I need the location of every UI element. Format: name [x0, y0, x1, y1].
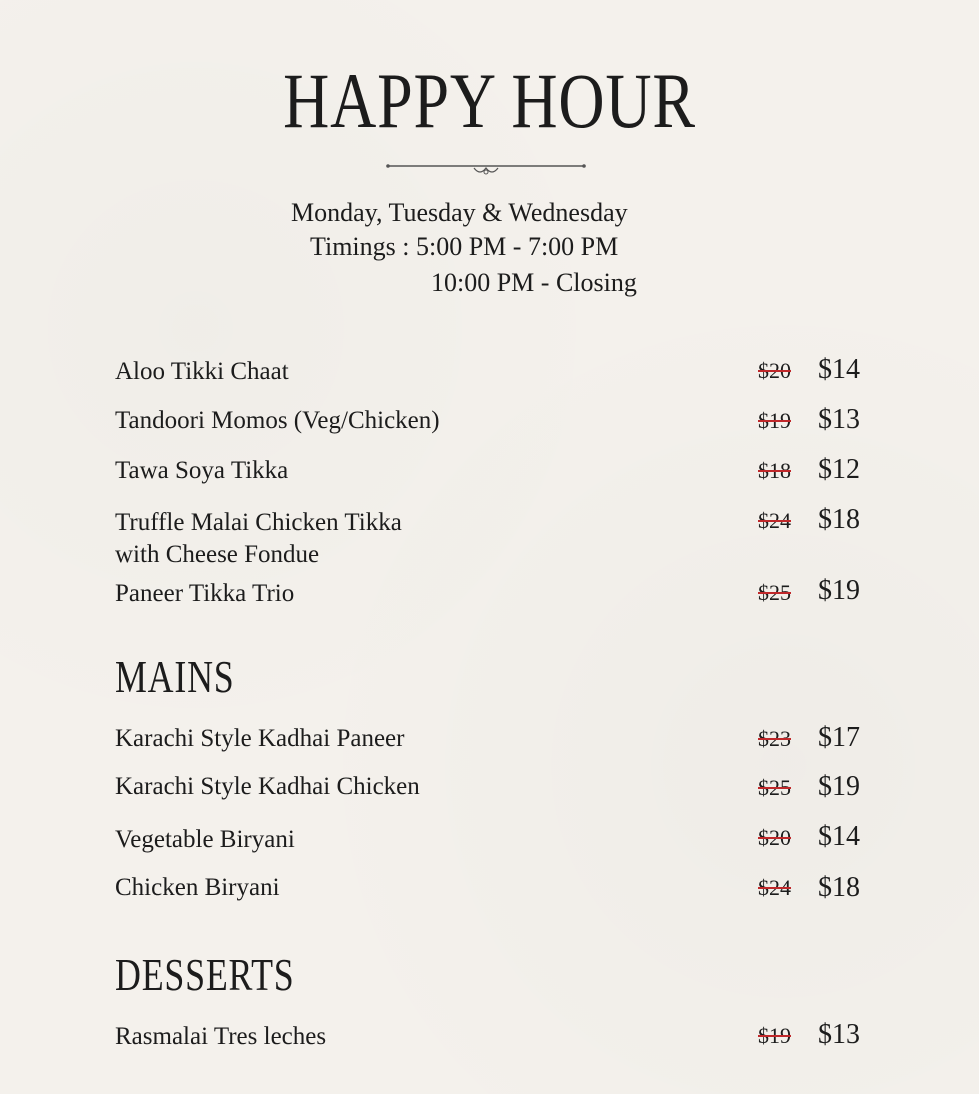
menu-item-old-price: $24: [758, 508, 791, 533]
menu-item-old-price: $19: [758, 408, 791, 433]
menu-item-name: Tawa Soya Tikka: [115, 457, 289, 484]
menu-item-name: Vegetable Biryani: [115, 826, 295, 853]
menu-item-new-price: $18: [818, 504, 860, 535]
menu-item-old-price: $20: [758, 825, 791, 850]
menu-item-name-line2: with Cheese Fondue: [115, 541, 320, 568]
page-title: HAPPY HOUR: [283, 57, 696, 144]
menu-item-name: Truffle Malai Chicken Tikka: [115, 509, 402, 536]
menu-item-name: Karachi Style Kadhai Paneer: [115, 725, 405, 752]
menu-item-old-price: $23: [758, 726, 791, 751]
menu-item-name: Tandoori Momos (Veg/Chicken): [115, 407, 440, 434]
menu-item-old-price: $20: [758, 358, 791, 383]
menu-item-old-price: $18: [758, 458, 791, 483]
menu-item-old-price: $24: [758, 875, 791, 900]
menu-item-new-price: $19: [818, 575, 860, 606]
section-heading-desserts: DESSERTS: [115, 949, 295, 1000]
schedule-timings-2: 10:00 PM - Closing: [431, 268, 637, 297]
menu-item-new-price: $13: [818, 1019, 860, 1050]
menu-item-old-price: $25: [758, 775, 791, 800]
section-heading-mains: MAINS: [115, 651, 235, 702]
menu-item-new-price: $19: [818, 771, 860, 802]
menu-item-name: Paneer Tikka Trio: [115, 580, 295, 607]
schedule-timings-1: Timings : 5:00 PM - 7:00 PM: [310, 232, 619, 261]
menu-item-new-price: $17: [818, 722, 860, 753]
menu-item-new-price: $13: [818, 404, 860, 435]
menu-item-name: Aloo Tikki Chaat: [115, 358, 289, 385]
menu-item-old-price: $25: [758, 580, 791, 605]
menu-item-name: Rasmalai Tres leches: [115, 1023, 327, 1050]
menu-item-name: Chicken Biryani: [115, 874, 280, 901]
schedule-days: Monday, Tuesday & Wednesday: [291, 198, 628, 227]
menu-item-old-price: $19: [758, 1023, 791, 1048]
menu-item-new-price: $18: [818, 872, 860, 903]
menu-item-name: Karachi Style Kadhai Chicken: [115, 773, 420, 800]
menu-item-new-price: $12: [818, 454, 860, 485]
ornament-divider-icon: [386, 160, 586, 180]
menu-item-new-price: $14: [818, 821, 860, 852]
menu-item-new-price: $14: [818, 354, 860, 385]
